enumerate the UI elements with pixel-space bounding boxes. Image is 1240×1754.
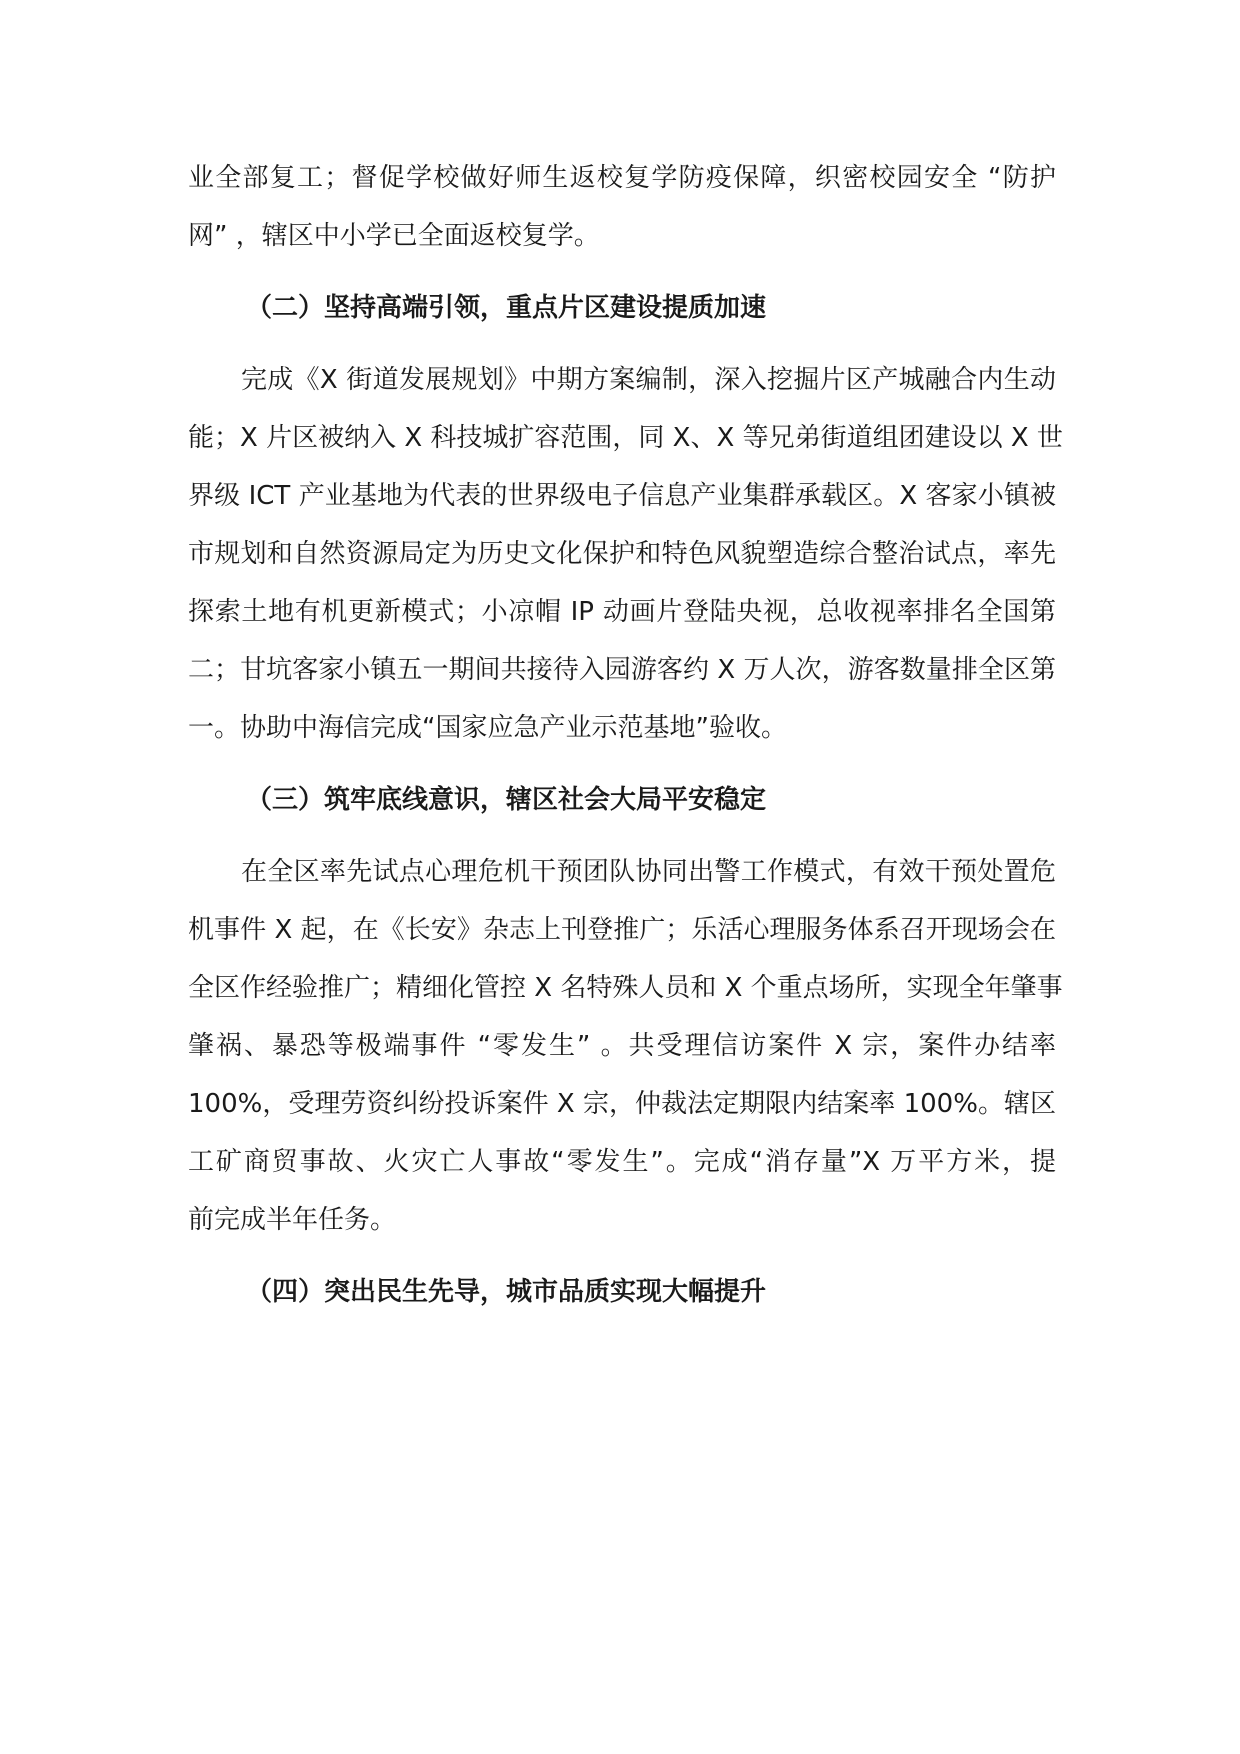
paragraph-line: 二；甘坑客家小镇五一期间共接待入园游客约 X 万人次，游客数量排全区第	[188, 655, 1056, 685]
paragraph-line: 业全部复工；督促学校做好师生返校复学防疫保障，织密校园安全 “防护	[188, 163, 1056, 193]
paragraph-line: 网” ，辖区中小学已全面返校复学。	[188, 221, 600, 251]
paragraph-line: 能；X 片区被纳入 X 科技城扩容范围，同 X、X 等兄弟街道组团建设以 X 世	[188, 423, 1063, 453]
paragraph-line: 全区作经验推广；精细化管控 X 名特殊人员和 X 个重点场所，实现全年肇事	[188, 973, 1063, 1003]
paragraph-line: 一。协助中海信完成“国家应急产业示范基地”验收。	[188, 713, 787, 743]
paragraph-line: 探索土地有机更新模式；小凉帽 IP 动画片登陆央视，总收视率排名全国第	[188, 597, 1056, 627]
paragraph-line: 机事件 X 起，在《长安》杂志上刊登推广；乐活心理服务体系召开现场会在	[188, 915, 1056, 945]
paragraph-line: 在全区率先试点心理危机干预团队协同出警工作模式，有效干预处置危	[241, 857, 1056, 887]
paragraph-line: 界级 ICT 产业基地为代表的世界级电子信息产业集群承载区。X 客家小镇被	[188, 481, 1056, 511]
paragraph-line: 肇祸、暴恐等极端事件 “零发生” 。共受理信访案件 X 宗，案件办结率	[188, 1031, 1056, 1061]
section-heading: （三）筑牢底线意识，辖区社会大局平安稳定	[246, 785, 767, 815]
section-heading: （四）突出民生先导，城市品质实现大幅提升	[246, 1277, 767, 1307]
paragraph-line: 工矿商贸事故、火灾亡人事故“零发生”。完成“消存量”X 万平方米，提	[188, 1147, 1056, 1177]
paragraph-line: 100%，受理劳资纠纷投诉案件 X 宗，仲裁法定期限内结案率 100%。辖区	[188, 1089, 1056, 1119]
paragraph-line: 前完成半年任务。	[188, 1205, 397, 1235]
paragraph-line: 完成《X 街道发展规划》中期方案编制，深入挖掘片区产城融合内生动	[241, 365, 1056, 395]
paragraph-line: 市规划和自然资源局定为历史文化保护和特色风貌塑造综合整治试点，率先	[188, 539, 1056, 569]
section-heading: （二）坚持高端引领，重点片区建设提质加速	[246, 293, 767, 323]
